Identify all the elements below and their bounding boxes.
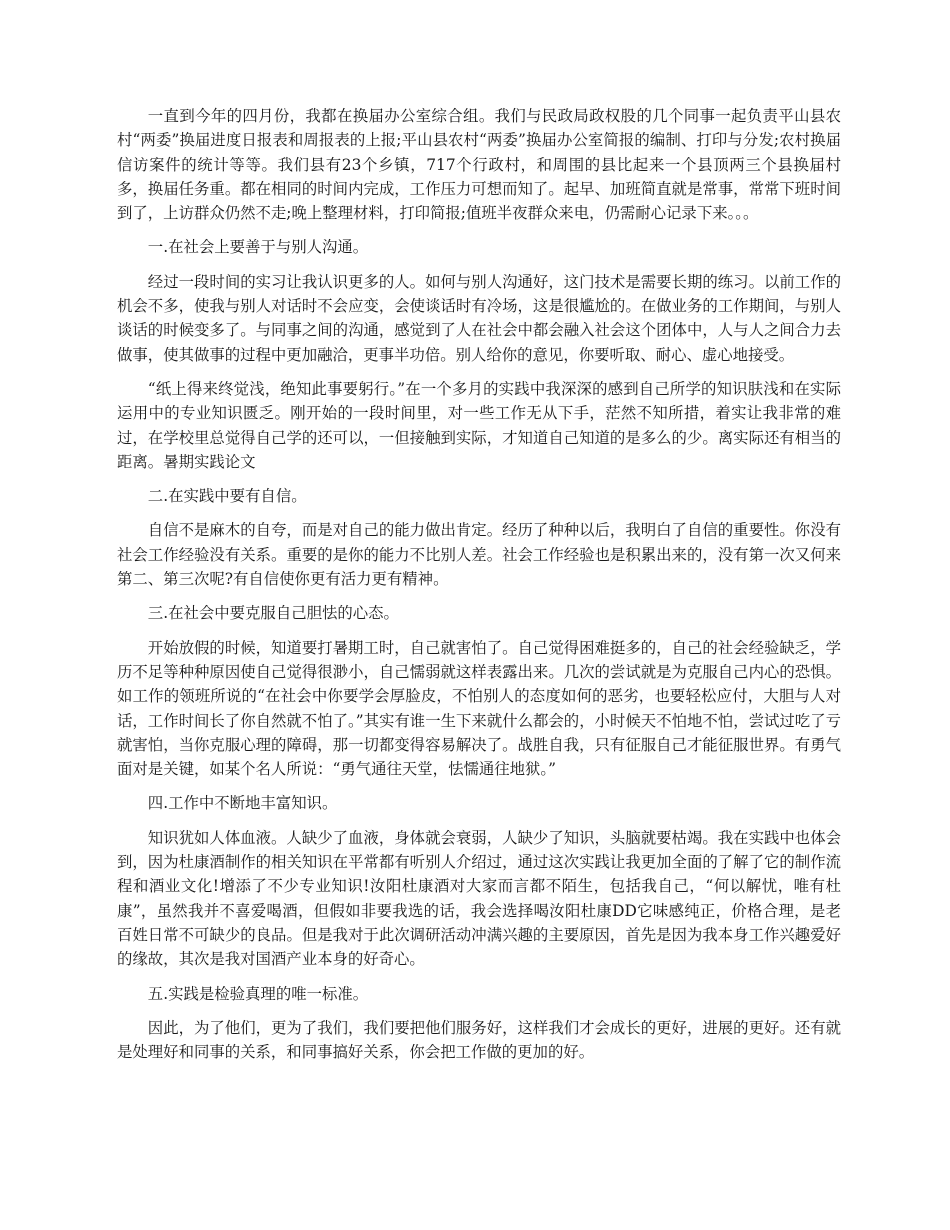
paragraph-conclusion: 因此，为了他们，更为了我们，我们要把他们服务好，这样我们才会成长的更好，进展的更好。还有就是处理好和同事的关系，和同事搞好关系，你会把工作做的更加的好。 [117,1018,841,1062]
paragraph-knowledge: 知识犹如人体血液。人缺少了血液，身体就会衰弱，人缺少了知识，头脑就要枯竭。我在实践中也体会到，因为杜康酒制作的相关知识在平常都有听别人介绍过，通过这次实践让我更加全面的了解了它的制作流程和酒业文化!增添了不少专业知识!汝阳杜康酒对大家而言都不陌生，包括我自己，“何以解忧，唯有杜康”，虽然我并不喜爱喝酒，但假如非要我选的话，我会选择喝汝阳杜康DD它味感纯正，价格合理，是老百姓日常不可缺少的良品。但是我对于此次调研活动冲满兴趣的主要原因，首先是因为我本身工作兴趣爱好的缘故，其次是我对国酒产业本身的好奇心。 [117,828,841,969]
section-heading-2: 二.在实践中要有自信。 [147,487,307,506]
section-heading-1: 一.在社会上要善于与别人沟通。 [147,238,369,257]
document-body [117,104,841,1074]
paragraph-overcome-fear: 开始放假的时候，知道要打暑期工时，自己就害怕了。自己觉得困难挺多的，自己的社会经验缺乏，学历不足等种种原因使自己觉得很渺小，自己懦弱就这样表露出来。几次的尝试就是为克服自己内心的恐惧。如工作的领班所说的“在社会中你要学会厚脸皮，不怕别人的态度如何的恶劣，也要轻松应付，大胆与人对话，工作时间长了你自然就不怕了。”其实有谁一生下来就什么都会的，小时候天不怕地不怕，尝试过吃了亏就害怕，当你克服心理的障碍，那一切都变得容易解决了。战胜自我，只有征服自己才能征服世界。有勇气面对是关键，如某个名人所说：“勇气通往天堂，怯懦通往地狱。” [117,638,841,779]
section-heading-5: 五.实践是检验真理的唯一标准。 [147,984,369,1003]
section-heading-3: 三.在社会中要克服自己胆怯的心态。 [147,604,399,623]
paragraph-intro: 一直到今年的四月份，我都在换届办公室综合组。我们与民政局政权股的几个同事一起负责平山县农村“两委”换届进度日报表和周报表的上报;平山县农村“两委”换届办公室简报的编制、打印与分发;农村换届信访案件的统计等等。我们县有23个乡镇，717个行政村，和周围的县比起来一个县顶两三个县换届村多，换届任务重。都在相同的时间内完成，工作压力可想而知了。起早、加班简直就是常事，常常下班时间到了，上访群众仍然不走;晚上整理材料，打印简报;值班半夜群众来电，仍需耐心记录下来。。。 [117,107,841,223]
paragraph-communication: 经过一段时间的实习让我认识更多的人。如何与别人沟通好，这门技术是需要长期的练习。以前工作的机会不多，使我与别人对话时不会应变，会使谈话时有冷场，这是很尴尬的。在做业务的工作期间，与别人谈话的时候变多了。与同事之间的沟通，感觉到了人在社会中都会融入社会这个团体中，人与人之间合力去做事，使其做事的过程中更加融洽，更事半功倍。别人给你的意见，你要听取、耐心、虚心地接受。 [117,272,841,364]
section-heading-4: 四.工作中不断地丰富知识。 [147,794,338,813]
paragraph-practice-quote: “纸上得来终觉浅，绝知此事要躬行。”在一个多月的实践中我深深的感到自己所学的知识肤浅和在实际运用中的专业知识匮乏。刚开始的一段时间里，对一些工作无从下手，茫然不知所措，着实让我非常的难过，在学校里总觉得自己学的还可以，一但接触到实际，才知道自己知道的是多么的少。离实际还有相当的距离。暑期实践论文 [117,379,841,471]
paragraph-confidence: 自信不是麻木的自夸，而是对自己的能力做出肯定。经历了种种以后，我明白了自信的重要性。你没有社会工作经验没有关系。重要的是你的能力不比别人差。社会工作经验也是积累出来的，没有第一次又何来第二、第三次呢?有自信使你更有活力更有精神。 [117,521,841,589]
